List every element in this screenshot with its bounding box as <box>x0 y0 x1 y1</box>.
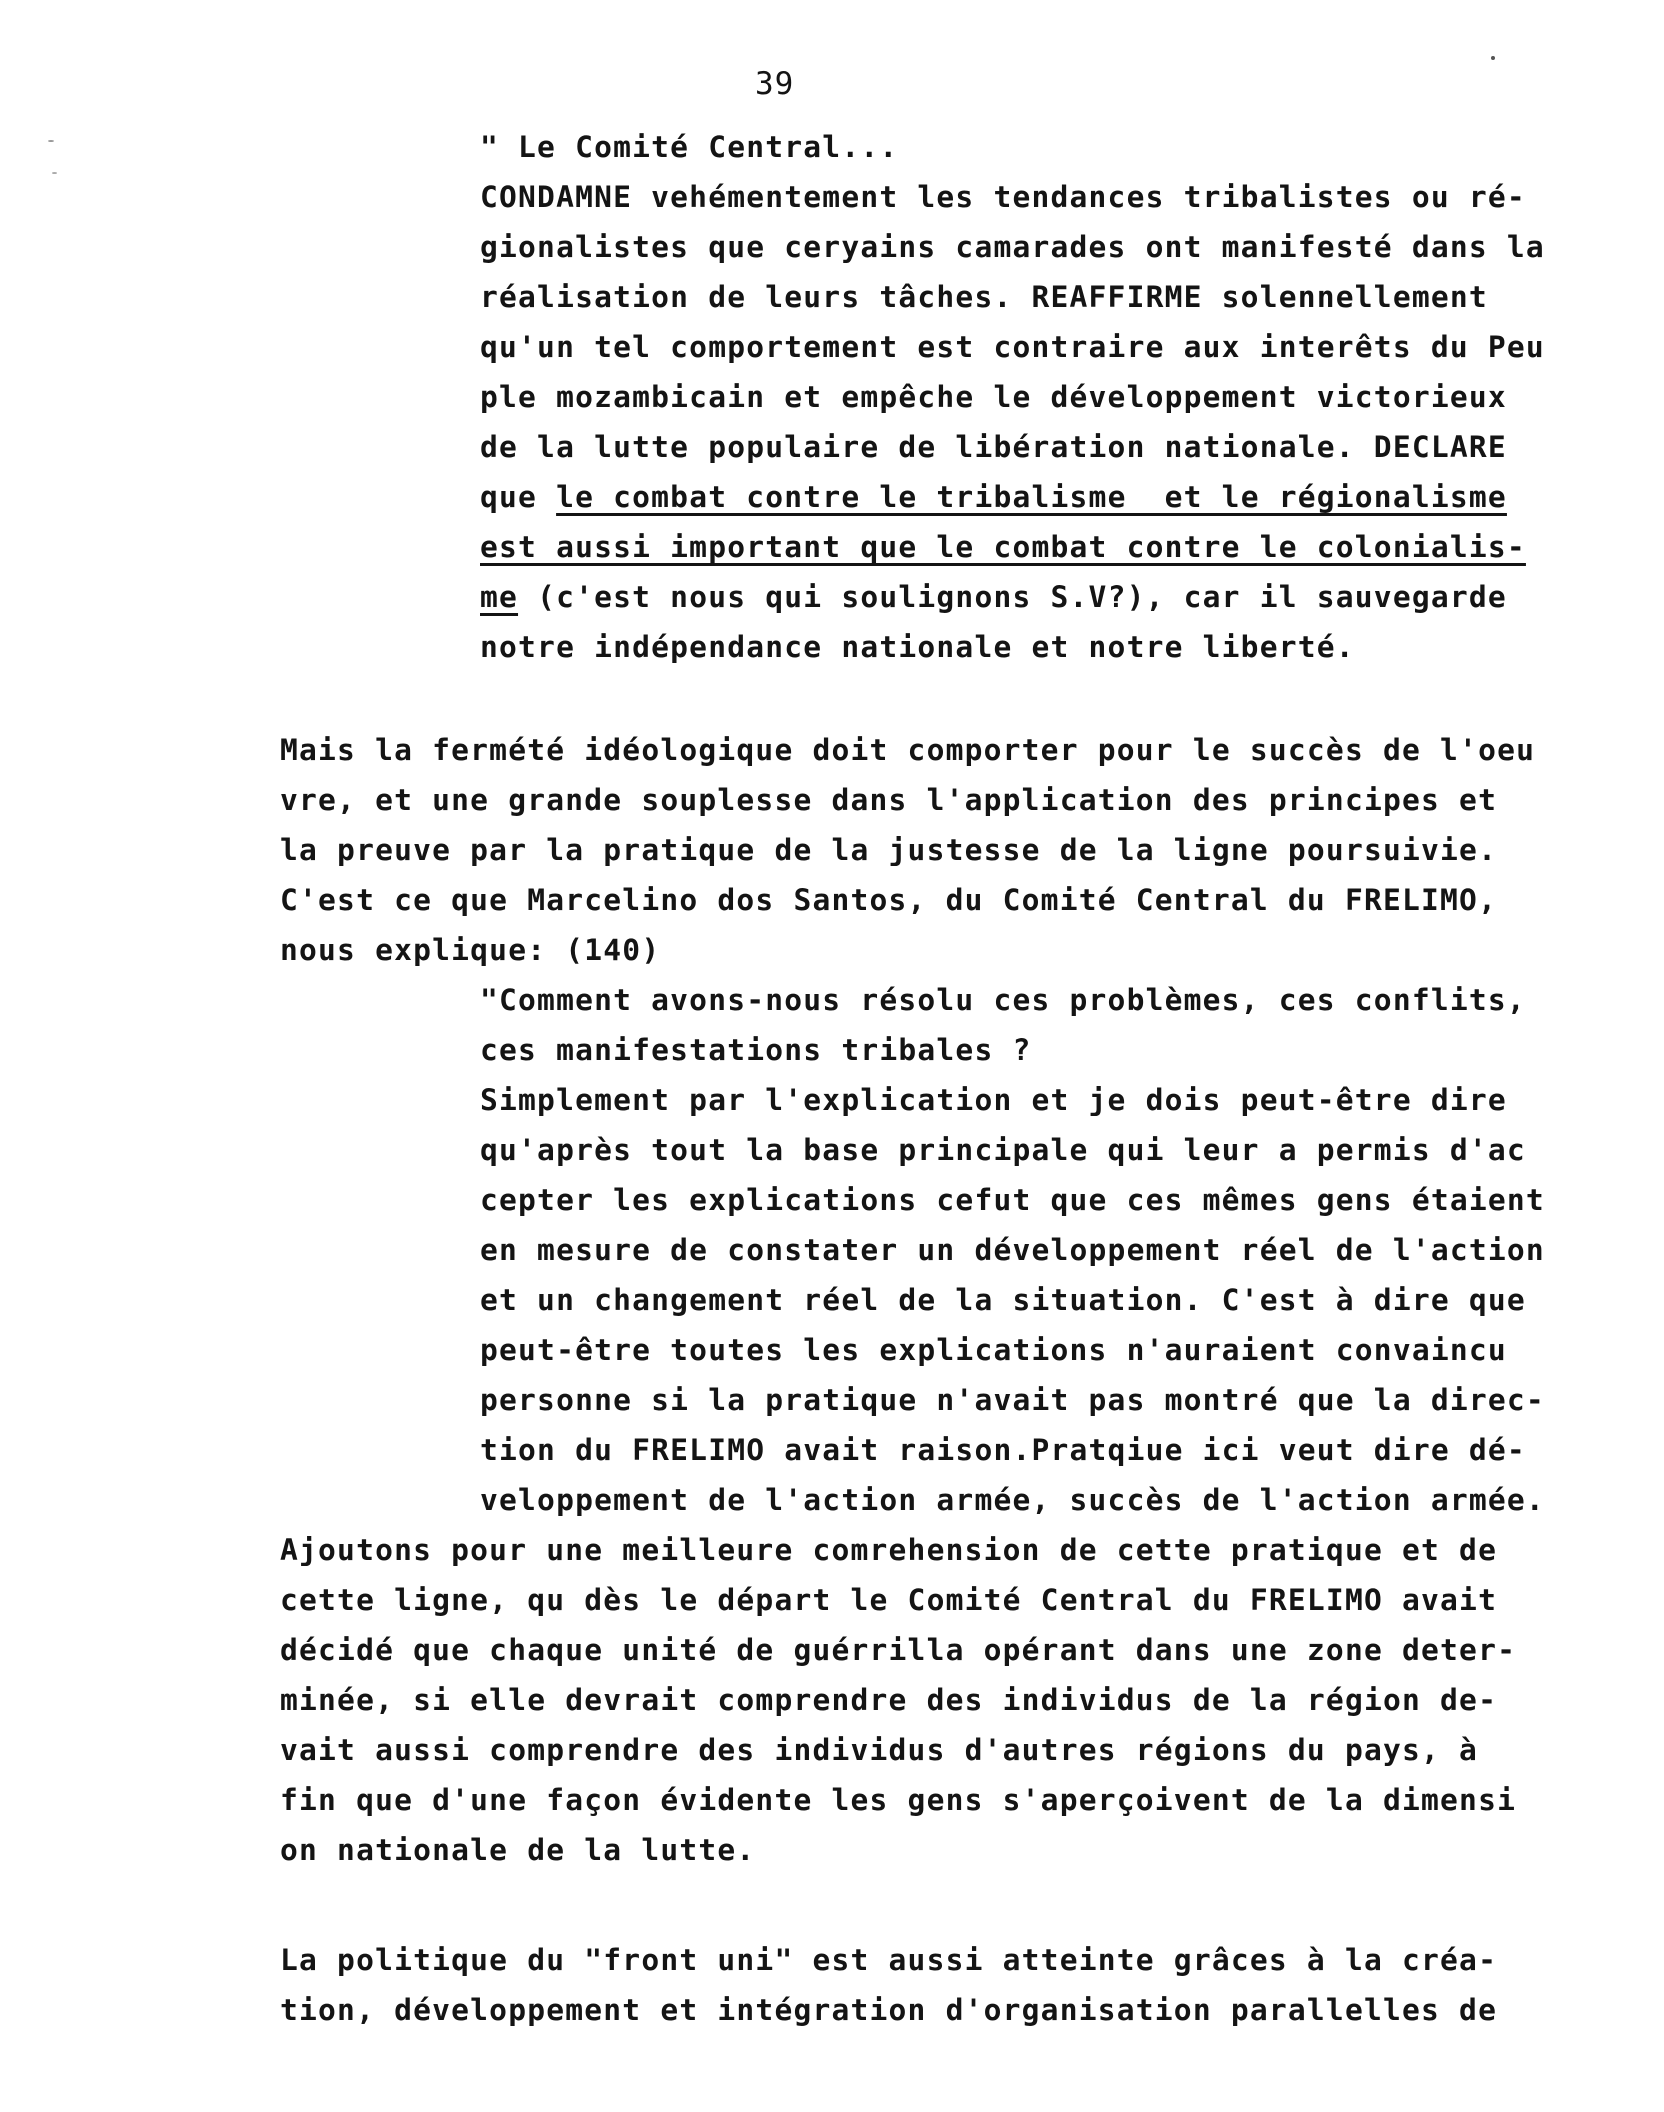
paragraph-line: La politique du "front uni" est aussi atteinte grâces à la créa- <box>280 1943 1498 1977</box>
quote2-line: ces manifestations tribales ? <box>480 1033 1032 1067</box>
paragraph-line: Ajoutons pour une meilleure comrehension de cette pratique et de <box>280 1533 1498 1567</box>
quote1-text: que <box>480 480 557 514</box>
scan-speck <box>48 140 54 142</box>
quote1-line: CONDAMNE vehémentement les tendances tribalistes ou ré- <box>480 180 1526 214</box>
quote2-line: peut-être toutes les explications n'auraient convaincu <box>480 1333 1507 1367</box>
quote2-line: "Comment avons-nous résolu ces problèmes, ces conflits, <box>480 983 1526 1017</box>
scan-speck <box>1491 56 1495 60</box>
underlined-line: est aussi important que le combat contre le colonialis- <box>480 530 1526 564</box>
quote1-line <box>480 572 1507 622</box>
quote1-line: ple mozambicain et empêche le développement victorieux <box>480 380 1507 414</box>
paragraph-line: décidé que chaque unité de guérrilla opérant dans une zone deter- <box>280 1633 1517 1667</box>
paragraph-line: minée, si elle devrait comprendre des individus de la région de- <box>280 1683 1498 1717</box>
paragraph-line: vait aussi comprendre des individus d'autres régions du pays, à <box>280 1733 1479 1767</box>
quote2-line: personne si la pratique n'avait pas montré que la direc- <box>480 1383 1545 1417</box>
quote1-line: qu'un tel comportement est contraire aux interêts du Peu <box>480 330 1545 364</box>
quote2-line: cepter les explications cefut que ces mêmes gens étaient <box>480 1183 1545 1217</box>
quote1-line: " Le Comité Central... <box>480 130 899 164</box>
underlined-text: le combat contre le tribalisme et le régionalisme <box>556 480 1507 514</box>
quote2-line: en mesure de constater un développement réel de l'action <box>480 1233 1545 1267</box>
scan-speck <box>52 172 57 174</box>
quote1-line: notre indépendance nationale et notre liberté. <box>480 630 1355 664</box>
paragraph-line: Mais la fermété idéologique doit comporter pour le succès de l'oeu <box>280 733 1536 767</box>
paragraph-line: on nationale de la lutte. <box>280 1833 756 1867</box>
quote1-line: de la lutte populaire de libération nationale. DECLARE <box>480 430 1507 464</box>
paragraph-line: C'est ce que Marcelino dos Santos, du Comité Central du FRELIMO, <box>280 883 1498 917</box>
paragraph-line: la preuve par la pratique de la justesse de la ligne poursuivie. <box>280 833 1498 867</box>
quote2-line: et un changement réel de la situation. C'est à dire que <box>480 1283 1526 1317</box>
quote1-line: réalisation de leurs tâches. REAFFIRME solennellement <box>480 280 1488 314</box>
quote1-line <box>480 472 1507 522</box>
paragraph-line: nous explique: (140) <box>280 933 661 967</box>
quote2-line: Simplement par l'explication et je dois peut-être dire <box>480 1083 1507 1117</box>
paragraph-line: tion, développement et intégration d'organisation parallelles de <box>280 1993 1498 2027</box>
quote1-text: (c'est nous qui soulignons S.V?), car il sauvegarde <box>518 580 1507 614</box>
paragraph-line: fin que d'une façon évidente les gens s'aperçoivent de la dimensi <box>280 1783 1517 1817</box>
underlined-text: me <box>480 580 519 614</box>
quote2-line: qu'après tout la base principale qui leur a permis d'ac <box>480 1133 1526 1167</box>
paragraph-line: cette ligne, qu dès le départ le Comité Central du FRELIMO avait <box>280 1583 1498 1617</box>
quote1-line: gionalistes que ceryains camarades ont manifesté dans la <box>480 230 1545 264</box>
quote2-line: veloppement de l'action armée, succès de l'action armée. <box>480 1483 1545 1517</box>
page-number: 39 <box>755 66 795 102</box>
paragraph-line: vre, et une grande souplesse dans l'application des principes et <box>280 783 1498 817</box>
quote2-line: tion du FRELIMO avait raison.Pratqiue ici veut dire dé- <box>480 1433 1526 1467</box>
